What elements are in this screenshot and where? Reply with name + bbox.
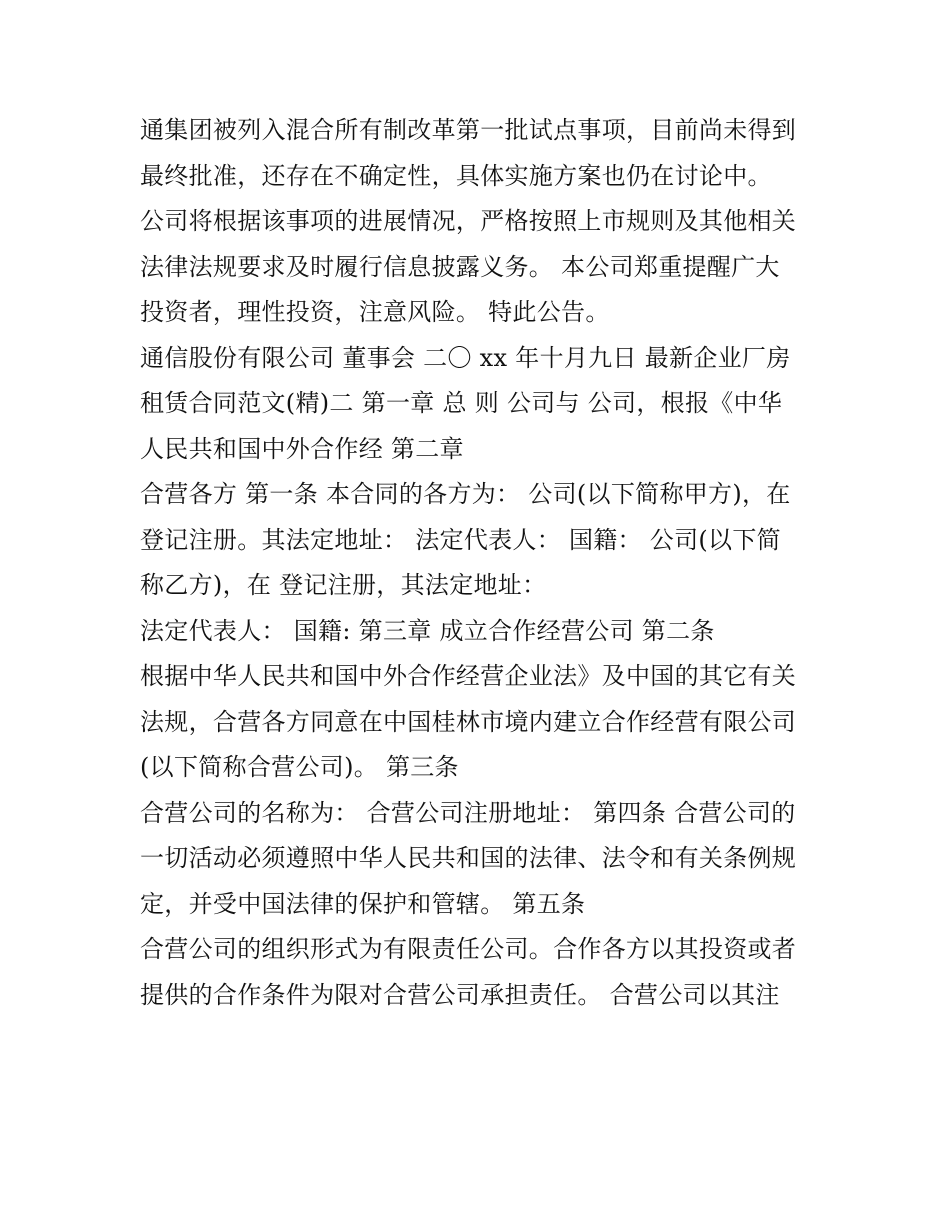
text-line: 合营公司的名称为： 合营公司注册地址： 第四条 合营公司的 <box>140 798 796 827</box>
text-line: 租赁合同范文(精)二 第一章 总 则 公司与 公司，根报《中华 <box>140 389 783 417</box>
text-line: 提供的合作条件为限对合营公司承担责任。 合营公司以其注 <box>140 980 780 1009</box>
text-line: 法规，合营各方同意在中国桂林市境内建立合作经营有限公司 <box>140 707 797 736</box>
document-body <box>140 108 830 1018</box>
text-line: 最终批准，还存在不确定性，具体实施方案也仍在讨论中。 <box>140 161 772 190</box>
text-line: 合营公司的组织形式为有限责任公司。合作各方以其投资或者 <box>140 935 797 963</box>
text-line: 通集团被列入混合所有制改革第一批试点事项，目前尚未得到 <box>140 116 797 144</box>
text-line: 人民共和国中外合作经 第二章 <box>140 434 464 463</box>
text-line: 称乙方)，在 登记注册，其法定地址： <box>140 571 547 599</box>
text-line: 定，并受中国法律的保护和管辖。 第五条 <box>140 889 586 918</box>
text-line: 投资者，理性投资，注意风险。 特此公告。 <box>140 298 610 326</box>
text-line: 根据中华人民共和国中外合作经营企业法》及中国的其它有关 <box>140 662 797 690</box>
text-line: 合营各方 第一条 本合同的各方为： 公司(以下简称甲方)，在 <box>140 480 791 508</box>
text-line: 法定代表人： 国籍: 第三章 成立合作经营公司 第二条 <box>140 616 715 645</box>
text-line: (以下简称合营公司)。 第三条 <box>140 753 459 781</box>
text-line: 通信股份有限公司 董事会 二〇 xx 年十月九日 最新企业厂房 <box>140 343 791 372</box>
text-line: 一切活动必须遵照中华人民共和国的法律、法令和有关条例规 <box>140 844 797 872</box>
text-line: 法律法规要求及时履行信息披露义务。 本公司郑重提醒广大 <box>140 252 780 281</box>
text-line: 公司将根据该事项的进展情况，严格按照上市规则及其他相关 <box>140 207 797 235</box>
text-line: 登记注册。其法定地址： 法定代表人： 国籍： 公司(以下简 <box>140 525 781 554</box>
